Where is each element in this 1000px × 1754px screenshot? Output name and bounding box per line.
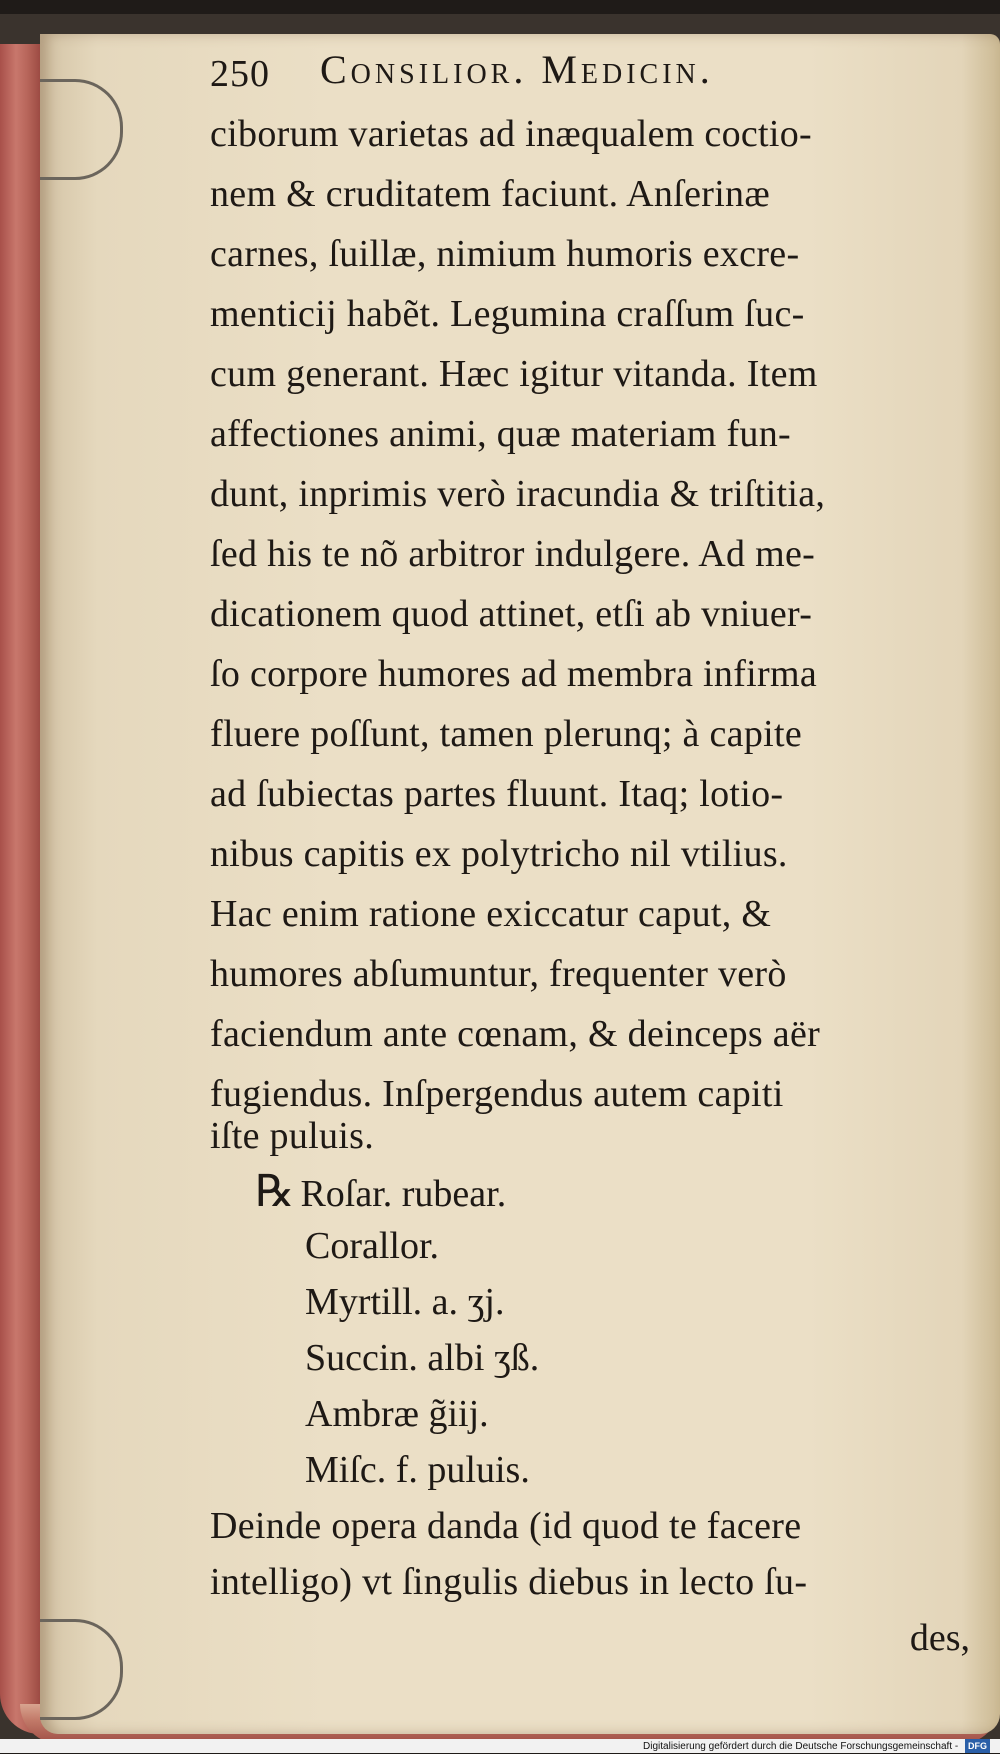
catchword: des, [909,1617,970,1659]
closing-line: Deinde opera danda (id quod te facere [210,1505,802,1547]
digitization-footer [0,1739,1000,1753]
body-line: fluere poſſunt, tamen plerunq; à capite [210,713,803,755]
dfg-logo-icon: DFG [965,1739,990,1753]
body-line: nibus capitis ex polytricho nil vtilius. [210,833,788,875]
page-header [210,46,970,116]
body-line: ad ſubiectas partes fluunt. Itaq; lotio- [210,773,784,815]
page-number: 250 [210,53,270,95]
body-line: dicationem quod attinet, etſi ab vniuer- [210,593,813,635]
body-line: Hac enim ratione exiccatur caput, & [210,893,772,935]
recipe-line [255,1166,506,1217]
recipe-line: Corallor. [305,1225,440,1267]
body-line: fugiendus. Inſpergendus autem capiti [210,1073,784,1115]
body-line: affectiones animi, quæ materiam fun- [210,413,791,455]
recipe-line: Succin. albi ʒß. [305,1337,540,1379]
body-line: cum generant. Hæc igitur vitanda. Item [210,353,818,395]
body-line: ciborum varietas ad inæqualem coctio- [210,113,813,155]
body-line: humores abſumuntur, frequenter verò [210,953,787,995]
footer-credit: Digitalisierung gefördert durch die Deutsche Forschungsgemeinschaft - [643,1741,959,1752]
body-line: iſte puluis. [210,1115,375,1157]
recipe-line-text: Roſar. rubear. [300,1173,507,1215]
body-line: nem & cruditatem faciunt. Anſerinæ [210,173,770,215]
closing-line: intelligo) vt ſingulis diebus in lecto ſu- [210,1561,808,1603]
body-line: faciendum ante cœnam, & deinceps aër [210,1013,821,1055]
clip-bottom-icon [40,1619,123,1720]
recipe-line: Ambræ g̃iij. [305,1393,489,1435]
body-line: ſed his te nõ arbitror indulgere. Ad me- [210,533,816,575]
body-line: carnes, ſuillæ, nimium humoris excre- [210,233,800,275]
body-line: dunt, inprimis verò iracundia & triſtitia, [210,473,826,515]
body-line: menticij habẽt. Legumina craſſum ſuc- [210,293,805,335]
recipe-symbol-icon: ℞ [255,1167,295,1216]
body-line: ſo corpore humores ad membra infirma [210,653,817,695]
running-title: Consilior. Medicin. [320,47,714,92]
text-block [210,46,970,1659]
clip-top-icon [40,79,123,180]
recipe-line: Miſc. f. puluis. [305,1449,530,1491]
recipe-line: Myrtill. a. ʒj. [305,1281,505,1323]
